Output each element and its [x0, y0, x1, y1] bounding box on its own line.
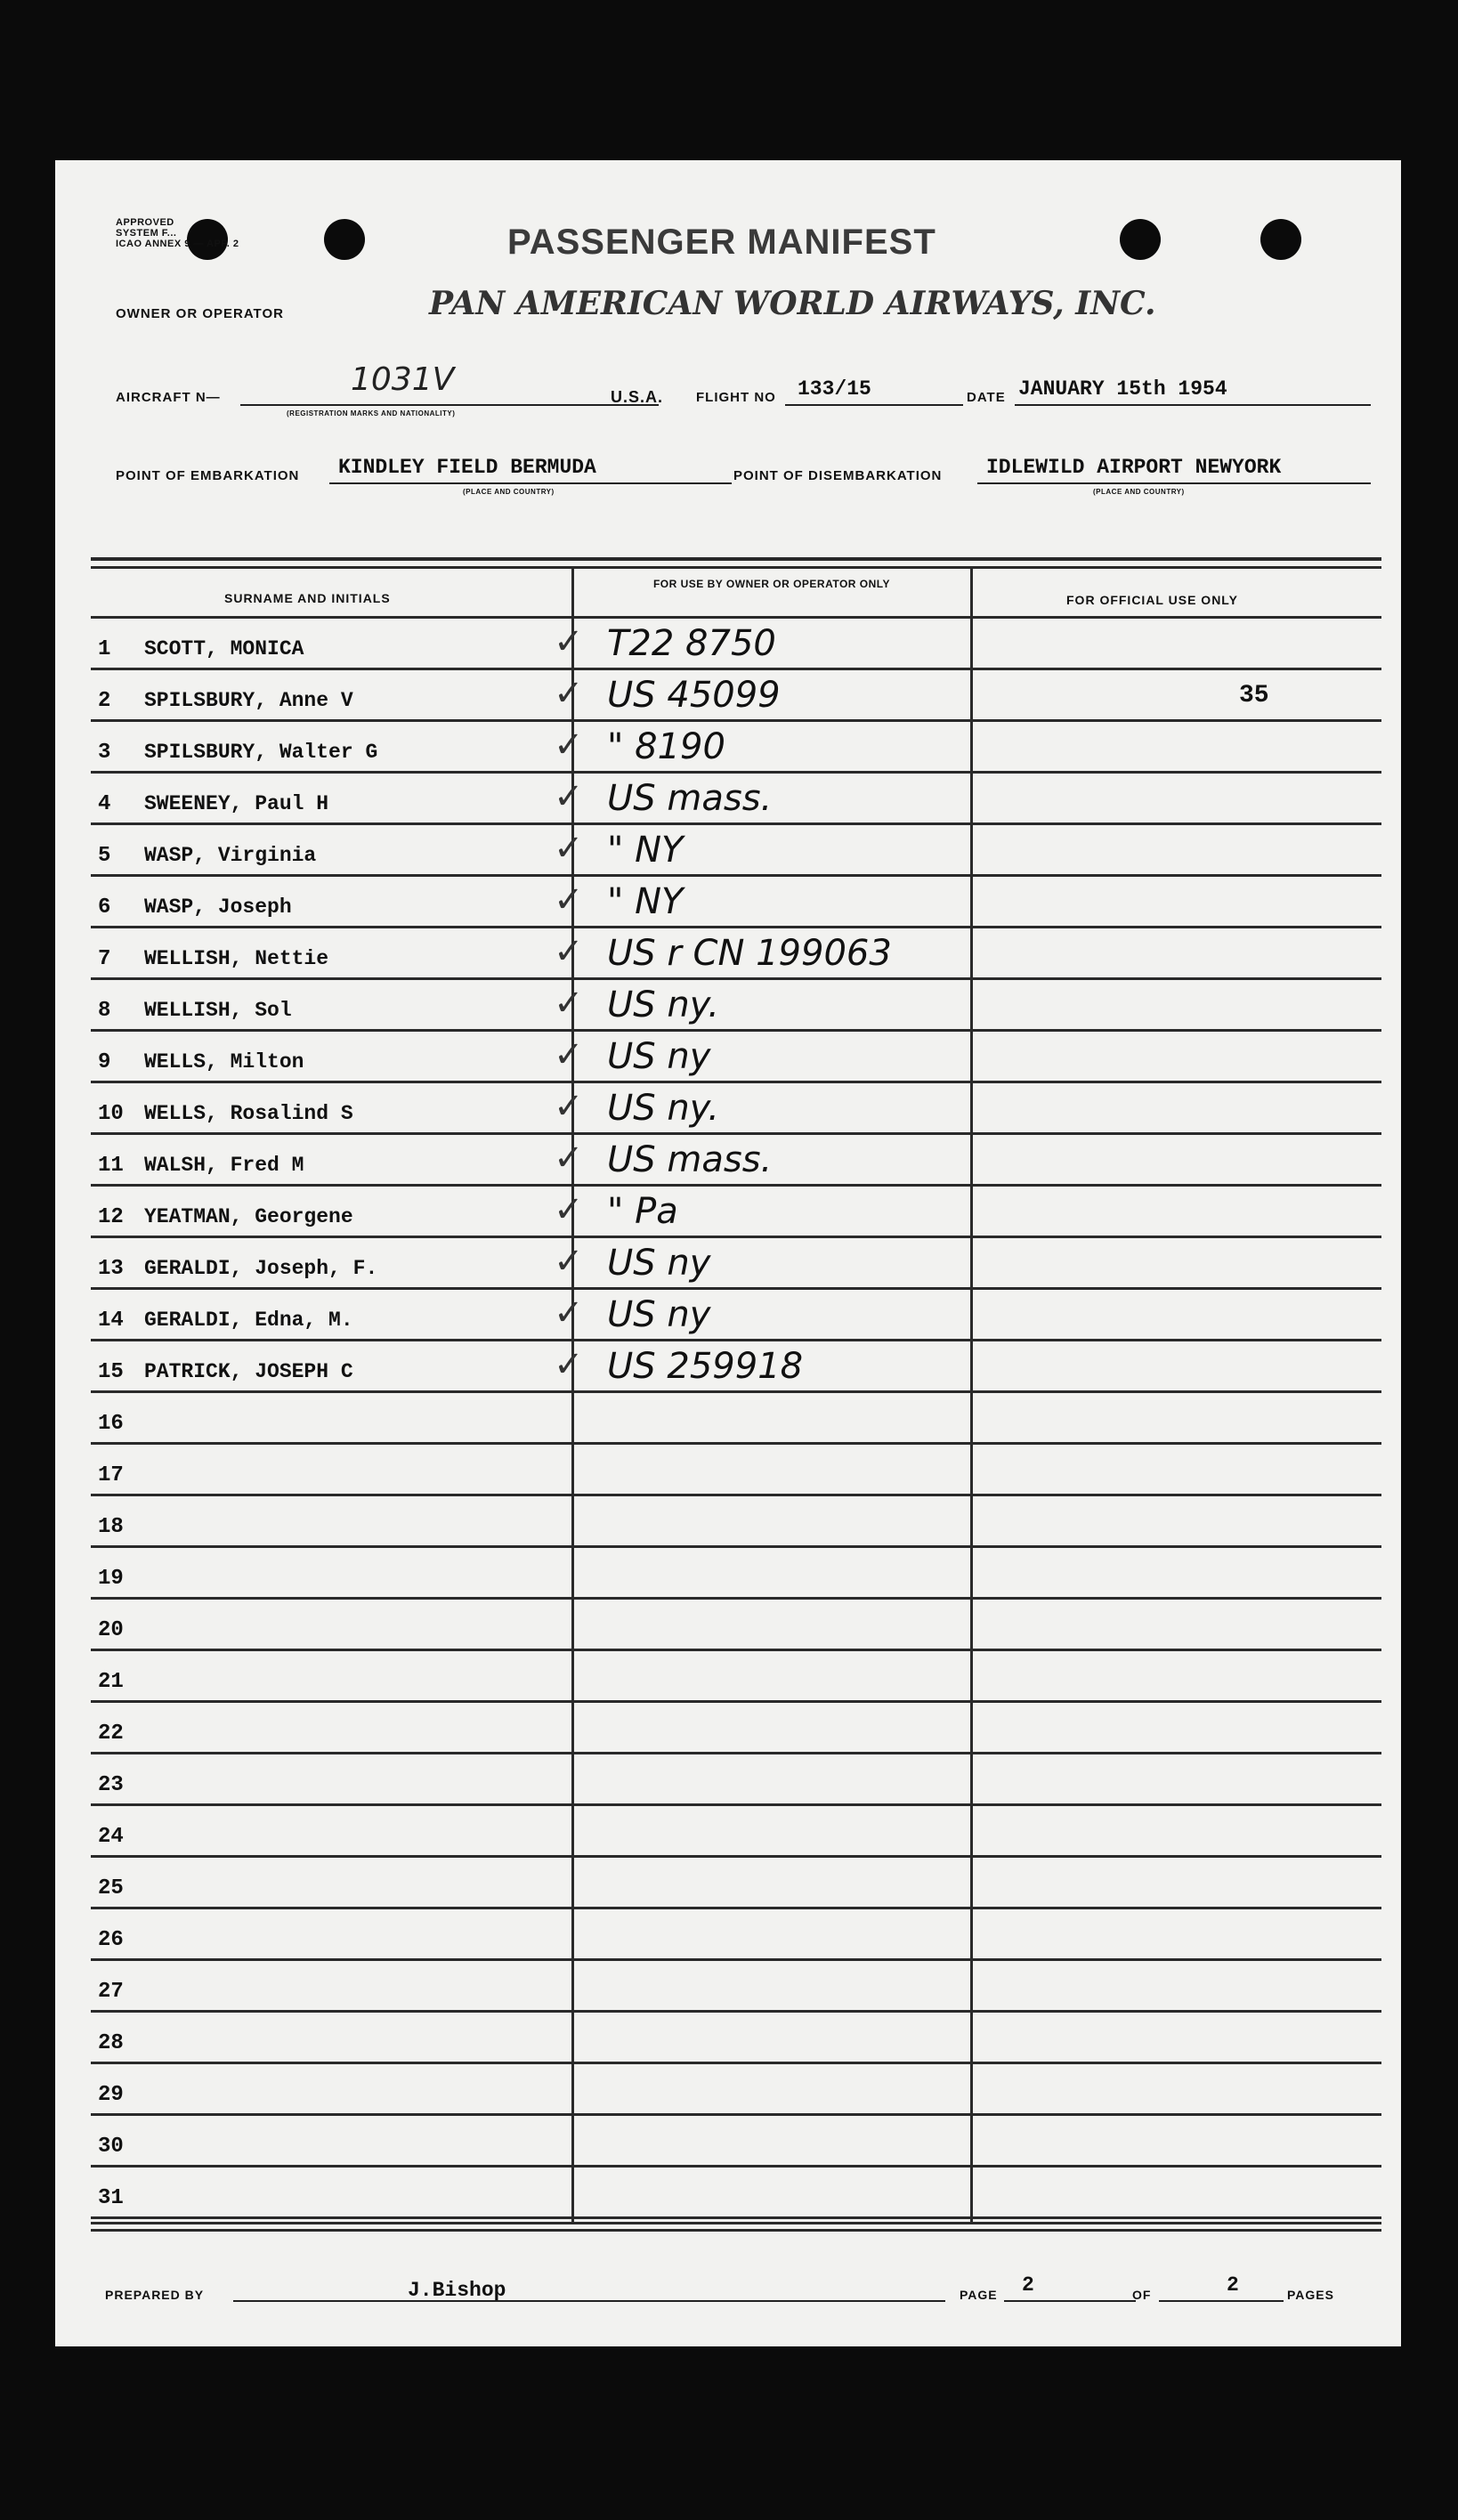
row-rule — [91, 926, 1381, 928]
embark-label: POINT OF EMBARKATION — [116, 468, 300, 483]
passenger-name: SPILSBURY, Anne V — [144, 689, 353, 712]
row-number: 16 — [98, 1412, 124, 1436]
row-rule — [91, 1442, 1381, 1445]
check-mark-icon: ✓ — [554, 777, 584, 816]
aircraft-caption: (REGISTRATION MARKS AND NATIONALITY) — [287, 409, 456, 417]
embark-value: KINDLEY FIELD BERMUDA — [338, 456, 596, 479]
row-number: 9 — [98, 1050, 111, 1074]
passenger-name: YEATMAN, Georgene — [144, 1205, 353, 1228]
row-number: 11 — [98, 1154, 124, 1178]
prepared-label: PREPARED BY — [105, 2288, 205, 2302]
row-rule — [91, 2113, 1381, 2116]
row-rule — [91, 1700, 1381, 1703]
row-number: 7 — [98, 947, 111, 971]
row-rule — [91, 1803, 1381, 1806]
prepared-underline — [233, 2300, 945, 2302]
row-rule — [91, 822, 1381, 825]
pages-label: PAGES — [1287, 2288, 1334, 2302]
check-mark-icon: ✓ — [554, 829, 584, 868]
check-mark-icon: ✓ — [554, 1242, 584, 1281]
row-number: 6 — [98, 895, 111, 920]
manifest-sheet — [55, 160, 1401, 2346]
official-note: 35 — [1239, 682, 1269, 709]
operator-note: " Pa — [607, 1191, 678, 1232]
disembark-label: POINT OF DISEMBARKATION — [733, 468, 943, 483]
row-number: 8 — [98, 999, 111, 1023]
operator-note: US ny. — [607, 985, 720, 1025]
date-label: DATE — [967, 390, 1006, 405]
prepared-value: J.Bishop — [408, 2279, 506, 2302]
page-underline — [1004, 2300, 1136, 2302]
of-label: OF — [1132, 2288, 1152, 2302]
aircraft-value: 1031V — [351, 361, 455, 398]
passenger-name: WELLISH, Nettie — [144, 947, 329, 970]
flight-value: 133/15 — [798, 377, 871, 401]
page-label: PAGE — [960, 2288, 998, 2302]
punch-hole — [1120, 219, 1161, 260]
operator-note: US r CN 199063 — [607, 933, 892, 974]
passenger-name: WALSH, Fred M — [144, 1154, 304, 1177]
check-mark-icon: ✓ — [554, 1345, 584, 1384]
disembark-value: IDLEWILD AIRPORT NEWYORK — [986, 456, 1282, 479]
row-rule — [91, 1855, 1381, 1858]
row-number: 31 — [98, 2186, 124, 2210]
date-value: JANUARY 15th 1954 — [1018, 377, 1227, 401]
row-rule — [91, 771, 1381, 774]
check-mark-icon: ✓ — [554, 1293, 584, 1333]
of-underline — [1159, 2300, 1284, 2302]
form-title: PASSENGER MANIFEST — [507, 223, 936, 262]
row-rule — [91, 1958, 1381, 1961]
table-bottom-rule — [91, 2222, 1381, 2224]
col-operator-header: FOR USE BY OWNER OR OPERATOR ONLY — [652, 578, 891, 590]
owner-label: OWNER OR OPERATOR — [116, 306, 284, 321]
table-bottom-rule — [91, 2229, 1381, 2232]
table-top-rule — [91, 557, 1381, 561]
passenger-name: WELLS, Rosalind S — [144, 1102, 353, 1125]
row-number: 17 — [98, 1463, 124, 1487]
passenger-name: GERALDI, Edna, M. — [144, 1309, 353, 1332]
row-number: 21 — [98, 1670, 124, 1694]
punch-hole — [1260, 219, 1301, 260]
flight-underline — [785, 404, 963, 406]
row-rule — [91, 1184, 1381, 1187]
operator-note: US 45099 — [607, 675, 781, 716]
row-rule — [91, 2216, 1381, 2219]
operator-note: T22 8750 — [607, 623, 776, 664]
row-number: 22 — [98, 1722, 124, 1746]
row-number: 24 — [98, 1825, 124, 1849]
row-number: 12 — [98, 1205, 124, 1229]
row-number: 29 — [98, 2083, 124, 2107]
row-number: 18 — [98, 1515, 124, 1539]
operator-note: US ny. — [607, 1088, 720, 1129]
col-name-header: SURNAME AND INITIALS — [224, 591, 391, 605]
row-number: 13 — [98, 1257, 124, 1281]
row-rule — [91, 1907, 1381, 1909]
header-rule — [91, 616, 1381, 619]
check-mark-icon: ✓ — [554, 725, 584, 765]
row-rule — [91, 1545, 1381, 1548]
row-rule — [91, 1752, 1381, 1754]
row-number: 15 — [98, 1360, 124, 1384]
aircraft-underline — [240, 404, 659, 406]
passenger-name: PATRICK, JOSEPH C — [144, 1360, 353, 1383]
row-rule — [91, 874, 1381, 877]
row-rule — [91, 2010, 1381, 2013]
operator-note: US mass. — [607, 1139, 773, 1180]
column-divider — [970, 566, 973, 2224]
row-rule — [91, 2062, 1381, 2064]
row-rule — [91, 1339, 1381, 1341]
row-number: 3 — [98, 741, 111, 765]
aircraft-label: AIRCRAFT N— — [116, 390, 221, 405]
usa-label: U.S.A. — [611, 388, 664, 406]
page-value: 2 — [1022, 2273, 1034, 2297]
table-top-rule — [91, 566, 1381, 569]
row-rule — [91, 2165, 1381, 2168]
flight-label: FLIGHT NO — [696, 390, 776, 405]
date-underline — [1015, 404, 1371, 406]
check-mark-icon: ✓ — [554, 1190, 584, 1229]
row-number: 19 — [98, 1567, 124, 1591]
row-number: 28 — [98, 2031, 124, 2055]
passenger-name: WASP, Joseph — [144, 895, 292, 919]
check-mark-icon: ✓ — [554, 1035, 584, 1074]
row-rule — [91, 668, 1381, 670]
row-number: 2 — [98, 689, 111, 713]
row-number: 20 — [98, 1618, 124, 1642]
check-mark-icon: ✓ — [554, 932, 584, 971]
operator-name: PAN AMERICAN WORLD AIRWAYS, INC. — [429, 285, 1156, 322]
operator-note: " 8190 — [607, 726, 725, 767]
operator-note: " NY — [607, 881, 684, 922]
check-mark-icon: ✓ — [554, 674, 584, 713]
passenger-name: SWEENEY, Paul H — [144, 792, 329, 815]
passenger-name: SPILSBURY, Walter G — [144, 741, 378, 764]
approval-note: APPROVED SYSTEM F... ICAO ANNEX 9 — APP. 2 — [116, 217, 239, 249]
check-mark-icon: ✓ — [554, 622, 584, 661]
row-rule — [91, 1236, 1381, 1238]
passenger-name: WELLISH, Sol — [144, 999, 292, 1022]
row-rule — [91, 1029, 1381, 1032]
row-rule — [91, 1287, 1381, 1290]
operator-note: US mass. — [607, 778, 773, 819]
row-number: 14 — [98, 1309, 124, 1333]
row-number: 26 — [98, 1928, 124, 1952]
row-number: 23 — [98, 1773, 124, 1797]
row-number: 25 — [98, 1876, 124, 1900]
of-value: 2 — [1227, 2273, 1239, 2297]
row-rule — [91, 1081, 1381, 1083]
row-rule — [91, 1390, 1381, 1393]
row-rule — [91, 1597, 1381, 1600]
row-number: 30 — [98, 2135, 124, 2159]
row-rule — [91, 719, 1381, 722]
row-rule — [91, 1649, 1381, 1651]
col-official-header: FOR OFFICIAL USE ONLY — [1066, 593, 1238, 607]
operator-note: US 259918 — [607, 1346, 804, 1387]
operator-note: US ny — [607, 1036, 711, 1077]
operator-note: " NY — [607, 830, 684, 871]
row-number: 27 — [98, 1980, 124, 2004]
check-mark-icon: ✓ — [554, 1138, 584, 1178]
embark-caption: (PLACE AND COUNTRY) — [463, 488, 555, 496]
check-mark-icon: ✓ — [554, 1087, 584, 1126]
row-rule — [91, 1494, 1381, 1496]
row-rule — [91, 1132, 1381, 1135]
row-number: 1 — [98, 637, 111, 661]
row-number: 5 — [98, 844, 111, 868]
disembark-caption: (PLACE AND COUNTRY) — [1093, 488, 1185, 496]
operator-note: US ny — [607, 1243, 711, 1284]
passenger-name: GERALDI, Joseph, F. — [144, 1257, 378, 1280]
row-rule — [91, 977, 1381, 980]
check-mark-icon: ✓ — [554, 984, 584, 1023]
passenger-name: SCOTT, MONICA — [144, 637, 304, 660]
check-mark-icon: ✓ — [554, 880, 584, 920]
embark-underline — [329, 482, 732, 484]
row-number: 4 — [98, 792, 111, 816]
operator-note: US ny — [607, 1294, 711, 1335]
passenger-name: WELLS, Milton — [144, 1050, 304, 1074]
punch-hole — [324, 219, 365, 260]
row-number: 10 — [98, 1102, 124, 1126]
disembark-underline — [977, 482, 1371, 484]
passenger-name: WASP, Virginia — [144, 844, 317, 867]
